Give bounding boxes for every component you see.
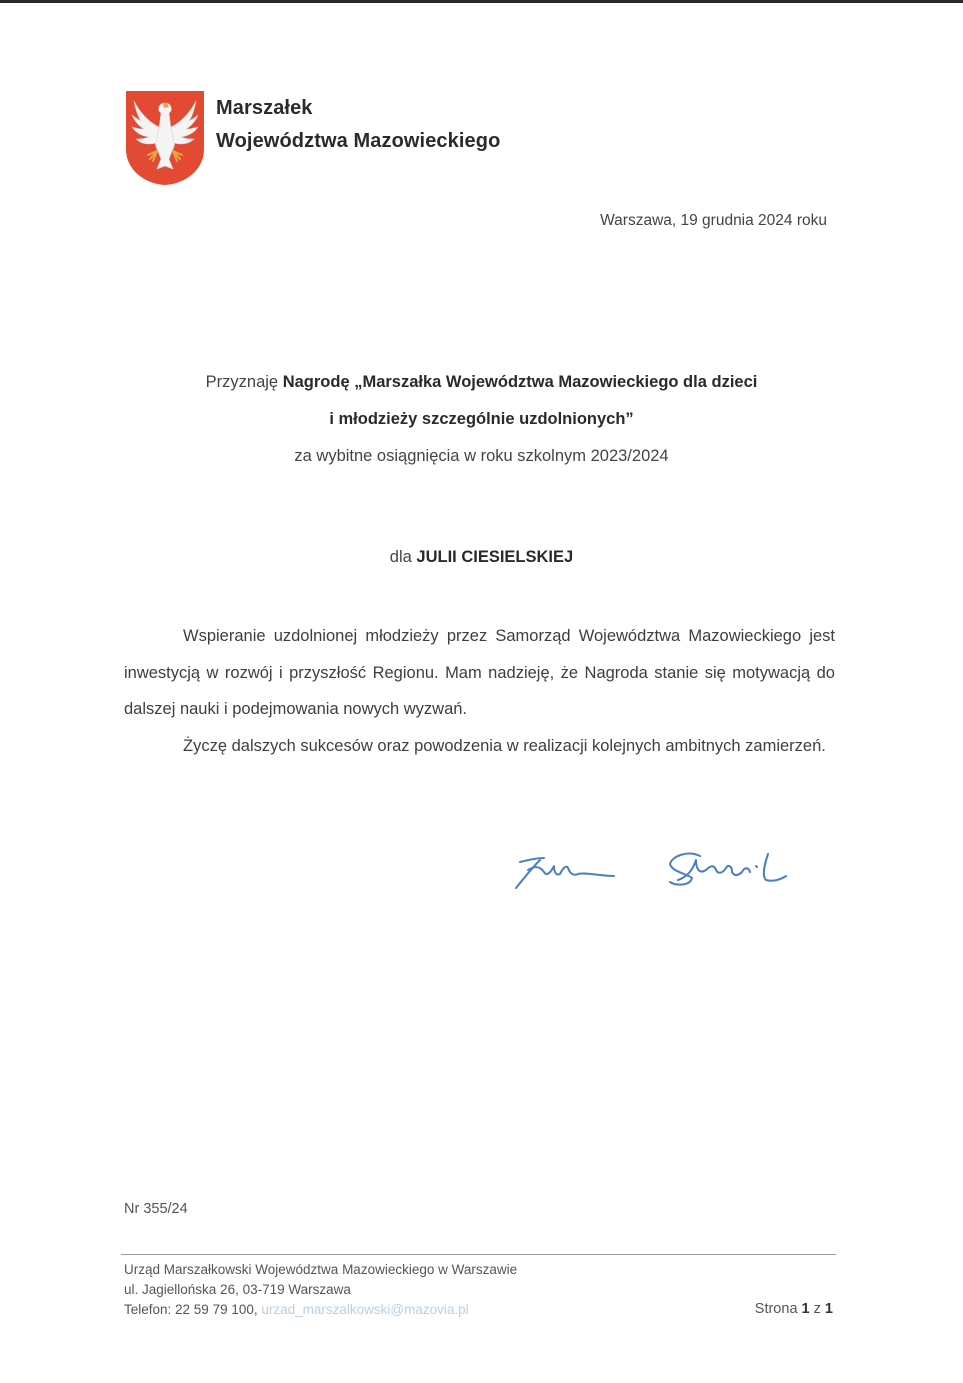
body-paragraph-1: Wspieranie uzdolnionej młodzieży przez Samorząd Województwa Mazowieckiego jest inwestycją w rozwój i przyszłość Regionu. Mam nadzieję, że Nagroda stanie się motywacją do dalszej nauki i podejmowania nowych wyzwań. [124,627,835,718]
handwritten-signature [510,846,795,896]
award-reason: za wybitne osiągnięcia w roku szkolnym 2023/2024 [294,447,669,465]
footer-office: Urząd Marszałkowski Województwa Mazowieckiego w Warszawie [124,1262,518,1277]
recipient-name: JULII CIESIELSKIEJ [416,548,574,566]
page-top-border [0,0,963,3]
award-statement [120,364,843,475]
footer-phone: Telefon: 22 59 79 100, [124,1302,262,1317]
page-total: 1 [824,1301,833,1317]
footer-address: ul. Jagiellońska 26, 03-719 Warszawa [124,1282,351,1297]
award-line2 [120,401,843,438]
footer-contact [124,1260,517,1320]
issuer-title [216,92,500,158]
page-separator: z [809,1301,825,1317]
page-label: Strona [754,1301,802,1317]
letter-body [124,618,835,764]
page-current: 1 [801,1301,810,1317]
award-intro: Przyznaję [205,373,283,391]
footer-email-link[interactable]: urzad_marszalkowski@mazovia.pl [261,1302,469,1317]
issuer-title-line2: Województwa Mazowieckiego [216,130,501,152]
footer-divider [121,1254,836,1255]
award-name-line1: Nagrodę „Marszałka Województwa Mazowieckiego dla dzieci [282,373,758,391]
award-line1 [120,364,843,401]
coat-of-arms-eagle-icon [124,89,206,186]
document-number: Nr 355/24 [124,1201,188,1217]
award-name-line2: i młodzieży szczególnie uzdolnionych” [329,410,634,428]
footer-phone-line [124,1300,517,1320]
document-date: Warszawa, 19 grudnia 2024 roku [600,212,827,229]
issuer-title-line1: Marszałek [216,97,313,119]
page-number [755,1301,833,1317]
recipient [120,548,843,567]
recipient-prefix: dla [389,548,417,566]
body-paragraph-2: Życzę dalszych sukcesów oraz powodzenia w realizacji kolejnych ambitnych zamierzeń. [183,736,826,755]
